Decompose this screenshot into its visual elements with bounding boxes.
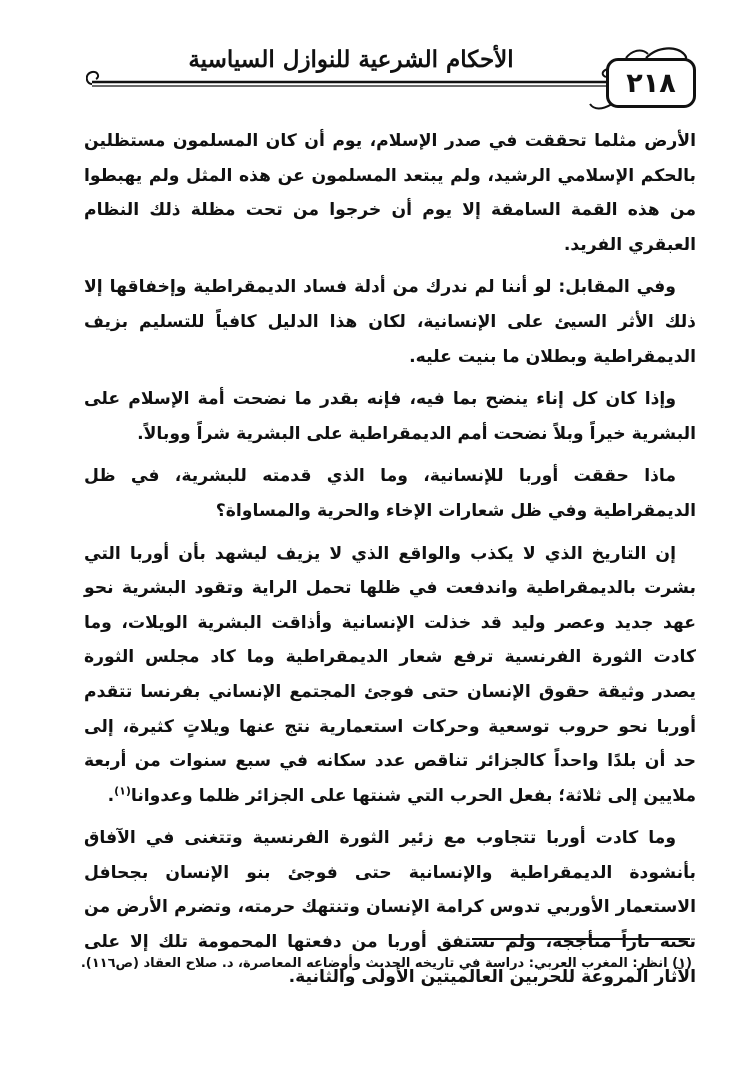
footnote-separator	[472, 938, 690, 940]
paragraph: وما كادت أوربا تتجاوب مع زئير الثورة الفرنسية وتتغنى في الآفاق بأنشودة الديمقراطية والإنسانية حتى فوجئ بنو الإنسان بجحافل الاستعمار الأوربي تدوس كرامة الإنسان وتنتهك حرمته، وتضرم الأرض من تحته ناراً متأججه، ولم تستفق أوربا من دفعتها المحمومة تلك إلا على الآثار المروعة للحربين العالميتين الأولى والثانية.	[84, 828, 696, 987]
paragraph: ماذا حققت أوربا للإنسانية، وما الذي قدمته للبشرية، في ظل الديمقراطية وفي ظل شعارات الإخاء والحرية والمساواة؟	[84, 466, 696, 521]
page-number: ٢١٨	[626, 67, 676, 99]
running-title: الأحكام الشرعية للنوازل السياسية	[188, 46, 514, 73]
paragraph-text: إن التاريخ الذي لا يكذب والواقع الذي لا يزيف ليشهد بأن أوربا التي بشرت بالديمقراطية واندفعت في ظلها تحمل الراية وتقود البشرية نحو عهد جديد وعصر وليد قد خذلت الإنسانية وأذاقت البشرية الويلات، وما كادت الثورة الفرنسية ترفع شعار الديمقراطية وما كاد مجلس الثورة يصدر وثيقة حقوق الإنسان حتى فوجئ المجتمع الإنساني بفرنسا تتقدم أوربا نحو حروب توسعية وحركات استعمارية نتج عنها ويلاتٍ كثيرة، إلى حد أن بلدًا واحداً كالجزائر تناقص عدد سكانه في سبع سنوات من أربعة ملايين إلى ثلاثة؛ بفعل الحرب التي شنتها على الجزائر ظلما وعدوانا	[84, 543, 696, 806]
main-text	[84, 124, 696, 994]
page-header	[86, 44, 696, 116]
paragraph: وفي المقابل: لو أننا لم ندرك من أدلة فساد الديمقراطية وإخفاقها إلا ذلك الأثر السيئ على الإنسانية، لكان هذا الدليل كافياً للتسليم بزيف الديمقراطية وبطلان ما بنيت عليه.	[84, 277, 696, 367]
paragraph: وإذا كان كل إناء ينضح بما فيه، فإنه بقدر ما نضحت أمة الإسلام على البشرية خيراً وبلاً نضحت أمم الديمقراطية على البشرية شراً ووبالاً.	[84, 389, 696, 444]
paragraph-with-footnote: إن التاريخ الذي لا يكذب والواقع الذي لا يزيف ليشهد بأن أوربا التي بشرت بالديمقراطية واندفعت في ظلها تحمل الراية وتقود البشرية نحو عهد جديد وعصر وليد قد خذلت الإنسانية وأذاقت البشرية الويلات، وما كادت الثورة الفرنسية ترفع شعار الديمقراطية وما كاد مجلس الثورة يصدر وثيقة حقوق الإنسان حتى فوجئ المجتمع الإنساني بفرنسا تتقدم أوربا نحو حروب توسعية وحركات استعمارية نتج عنها ويلاتٍ كثيرة، إلى حد أن بلدًا واحداً كالجزائر تناقص عدد سكانه في سبع سنوات من أربعة ملايين إلى ثلاثة؛ بفعل الحرب التي شنتها على الجزائر ظلما وعدوانا$^{(١)}$.	[84, 543, 696, 806]
footnote: (١) انظر: المغرب العربي: دراسة في تاريخه الحديث وأوضاعه المعاصرة، د. صلاح العقاد (ص١١٦).	[80, 956, 692, 971]
footnote-reference[interactable]: (١)	[114, 783, 131, 797]
paragraph: الأرض مثلما تحققت في صدر الإسلام، يوم أن كان المسلمون مستظلين بالحكم الإسلامي الرشيد، ولم يبتعد المسلمون عن هذه المثل ولم يهبطوا من هذه القمة السامقة إلا يوم أن خرجوا من تحت مظلة ذلك النظام العبقري الفريد.	[84, 131, 696, 255]
page-number-frame	[606, 58, 696, 108]
